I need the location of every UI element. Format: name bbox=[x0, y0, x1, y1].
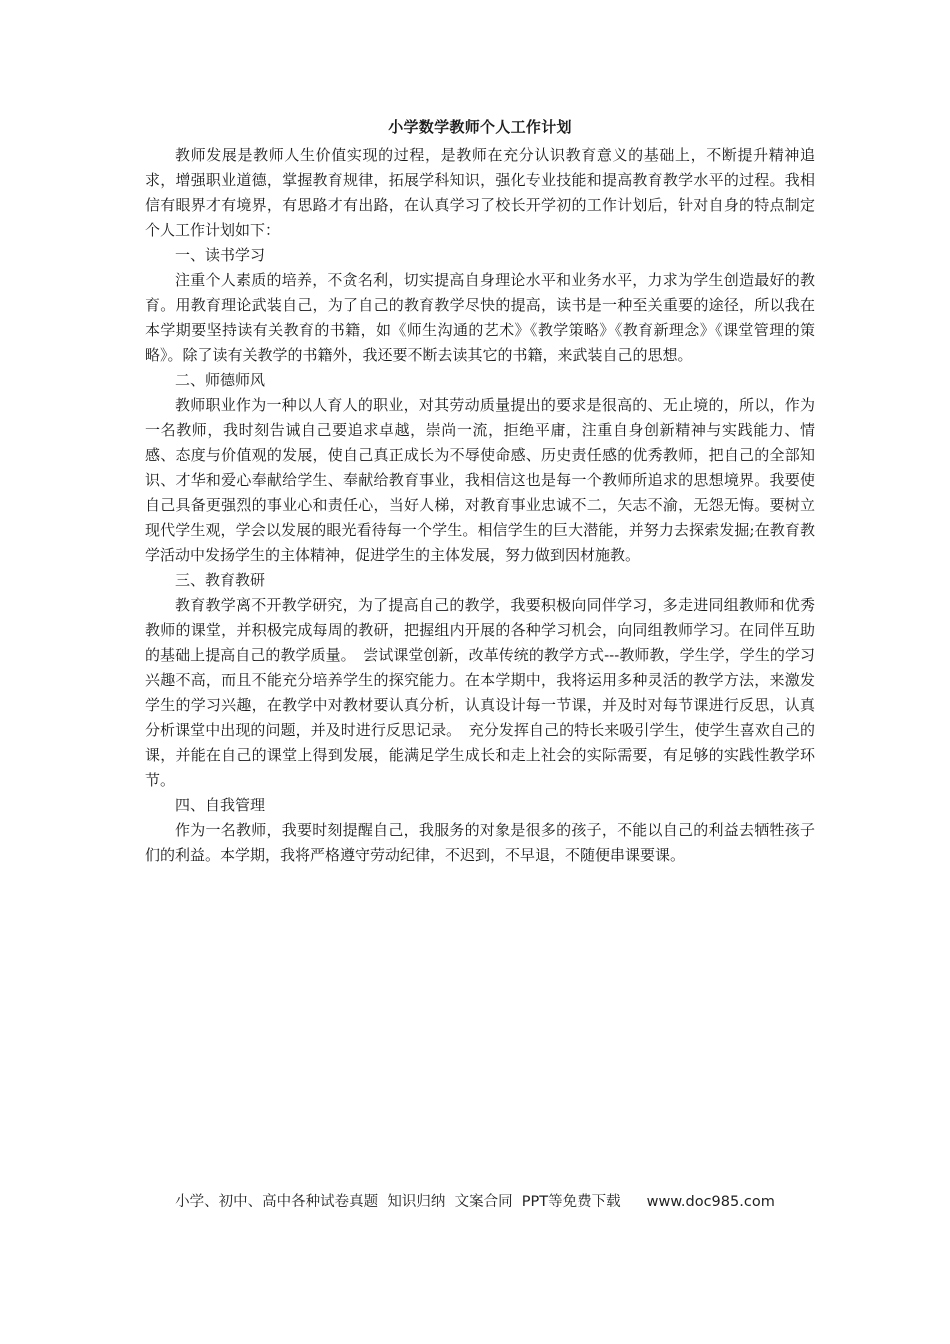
section-heading-ethics: 二、师德师风 bbox=[175, 371, 266, 389]
document-page bbox=[145, 112, 815, 868]
intro-paragraph: 教师发展是教师人生价值实现的过程，是教师在充分认识教育意义的基础上，不断提升精神追求，增强职业道德，掌握教育规律，拓展学科知识，强化专业技能和提高教育教学水平的过程。我相信有眼界才有境界，有思路才有出路，在认真学习了校长开学初的工作计划后，针对自身的特点制定个人工作计划如下： bbox=[145, 146, 815, 239]
section-heading-teaching-research: 三、教育教研 bbox=[175, 571, 266, 589]
section-body-reading: 注重个人素质的培养，不贪名利，切实提高自身理论水平和业务水平，力求为学生创造最好的教育。用教育理论武装自己，为了自己的教育教学尽快的提高，读书是一种至关重要的途径，所以我在本学期要坚持读有关教育的书籍，如《师生沟通的艺术》《教学策略》《教育新理念》《课堂管理的策略》。除了读有关教学的书籍外，我还要不断去读其它的书籍，来武装自己的思想。 bbox=[145, 271, 815, 364]
page-footer bbox=[0, 1190, 950, 1211]
section-heading-self-management: 四、自我管理 bbox=[175, 796, 266, 814]
section-body-teaching-research: 教育教学离不开教学研究，为了提高自己的教学，我要积极向同伴学习，多走进同组教师和优秀教师的课堂，并积极完成每周的教研，把握组内开展的各种学习机会，向同组教师学习。在同伴互助的基础上提高自己的教学质量。 尝试课堂创新，改革传统的教学方式---教师教，学生学，学生的学习兴趣不高，而且不能充分培养学生的探究能力。在本学期中，我将运用多种灵活的教学方法，来激发学生的学习兴趣，在教学中对教材要认真分析，认真设计每一节课，并及时对每节课进行反思，认真分析课堂中出现的问题，并及时进行反思记录。 充分发挥自己的特长来吸引学生，使学生喜欢自己的课，并能在自己的课堂上得到发展，能满足学生成长和走上社会的实际需要，有足够的实践性教学环节。 bbox=[145, 596, 815, 789]
section-body-ethics: 教师职业作为一种以人育人的职业，对其劳动质量提出的要求是很高的、无止境的，所以，作为一名教师，我时刻告诫自己要追求卓越，崇尚一流，拒绝平庸，注重自身创新精神与实践能力、情感、态度与价值观的发展，使自己真正成长为不辱使命感、历史责任感的优秀教师，把自己的全部知识、才华和爱心奉献给学生、奉献给教育事业，我相信这也是每一个教师所追求的思想境界。我要使自己具备更强烈的事业心和责任心，当好人梯，对教育事业忠诚不二，矢志不渝，无怨无悔。要树立现代学生观，学会以发展的眼光看待每一个学生。相信学生的巨大潜能，并努力去探索发掘;在教育教学活动中发扬学生的主体精神，促进学生的主体发展，努力做到因材施教。 bbox=[145, 396, 815, 564]
document-title: 小学数学教师个人工作计划 bbox=[388, 118, 572, 136]
footer-text: 小学、初中、高中各种试卷真题 知识归纳 文案合同 PPT等免费下载 bbox=[175, 1194, 621, 1210]
section-body-self-management: 作为一名教师，我要时刻提醒自己，我服务的对象是很多的孩子，不能以自己的利益去牺牲孩子们的利益。本学期，我将严格遵守劳动纪律，不迟到，不早退，不随便串课要课。 bbox=[145, 821, 815, 864]
section-heading-reading: 一、读书学习 bbox=[175, 246, 266, 264]
footer-site-link[interactable]: www.doc985.com bbox=[646, 1194, 775, 1210]
